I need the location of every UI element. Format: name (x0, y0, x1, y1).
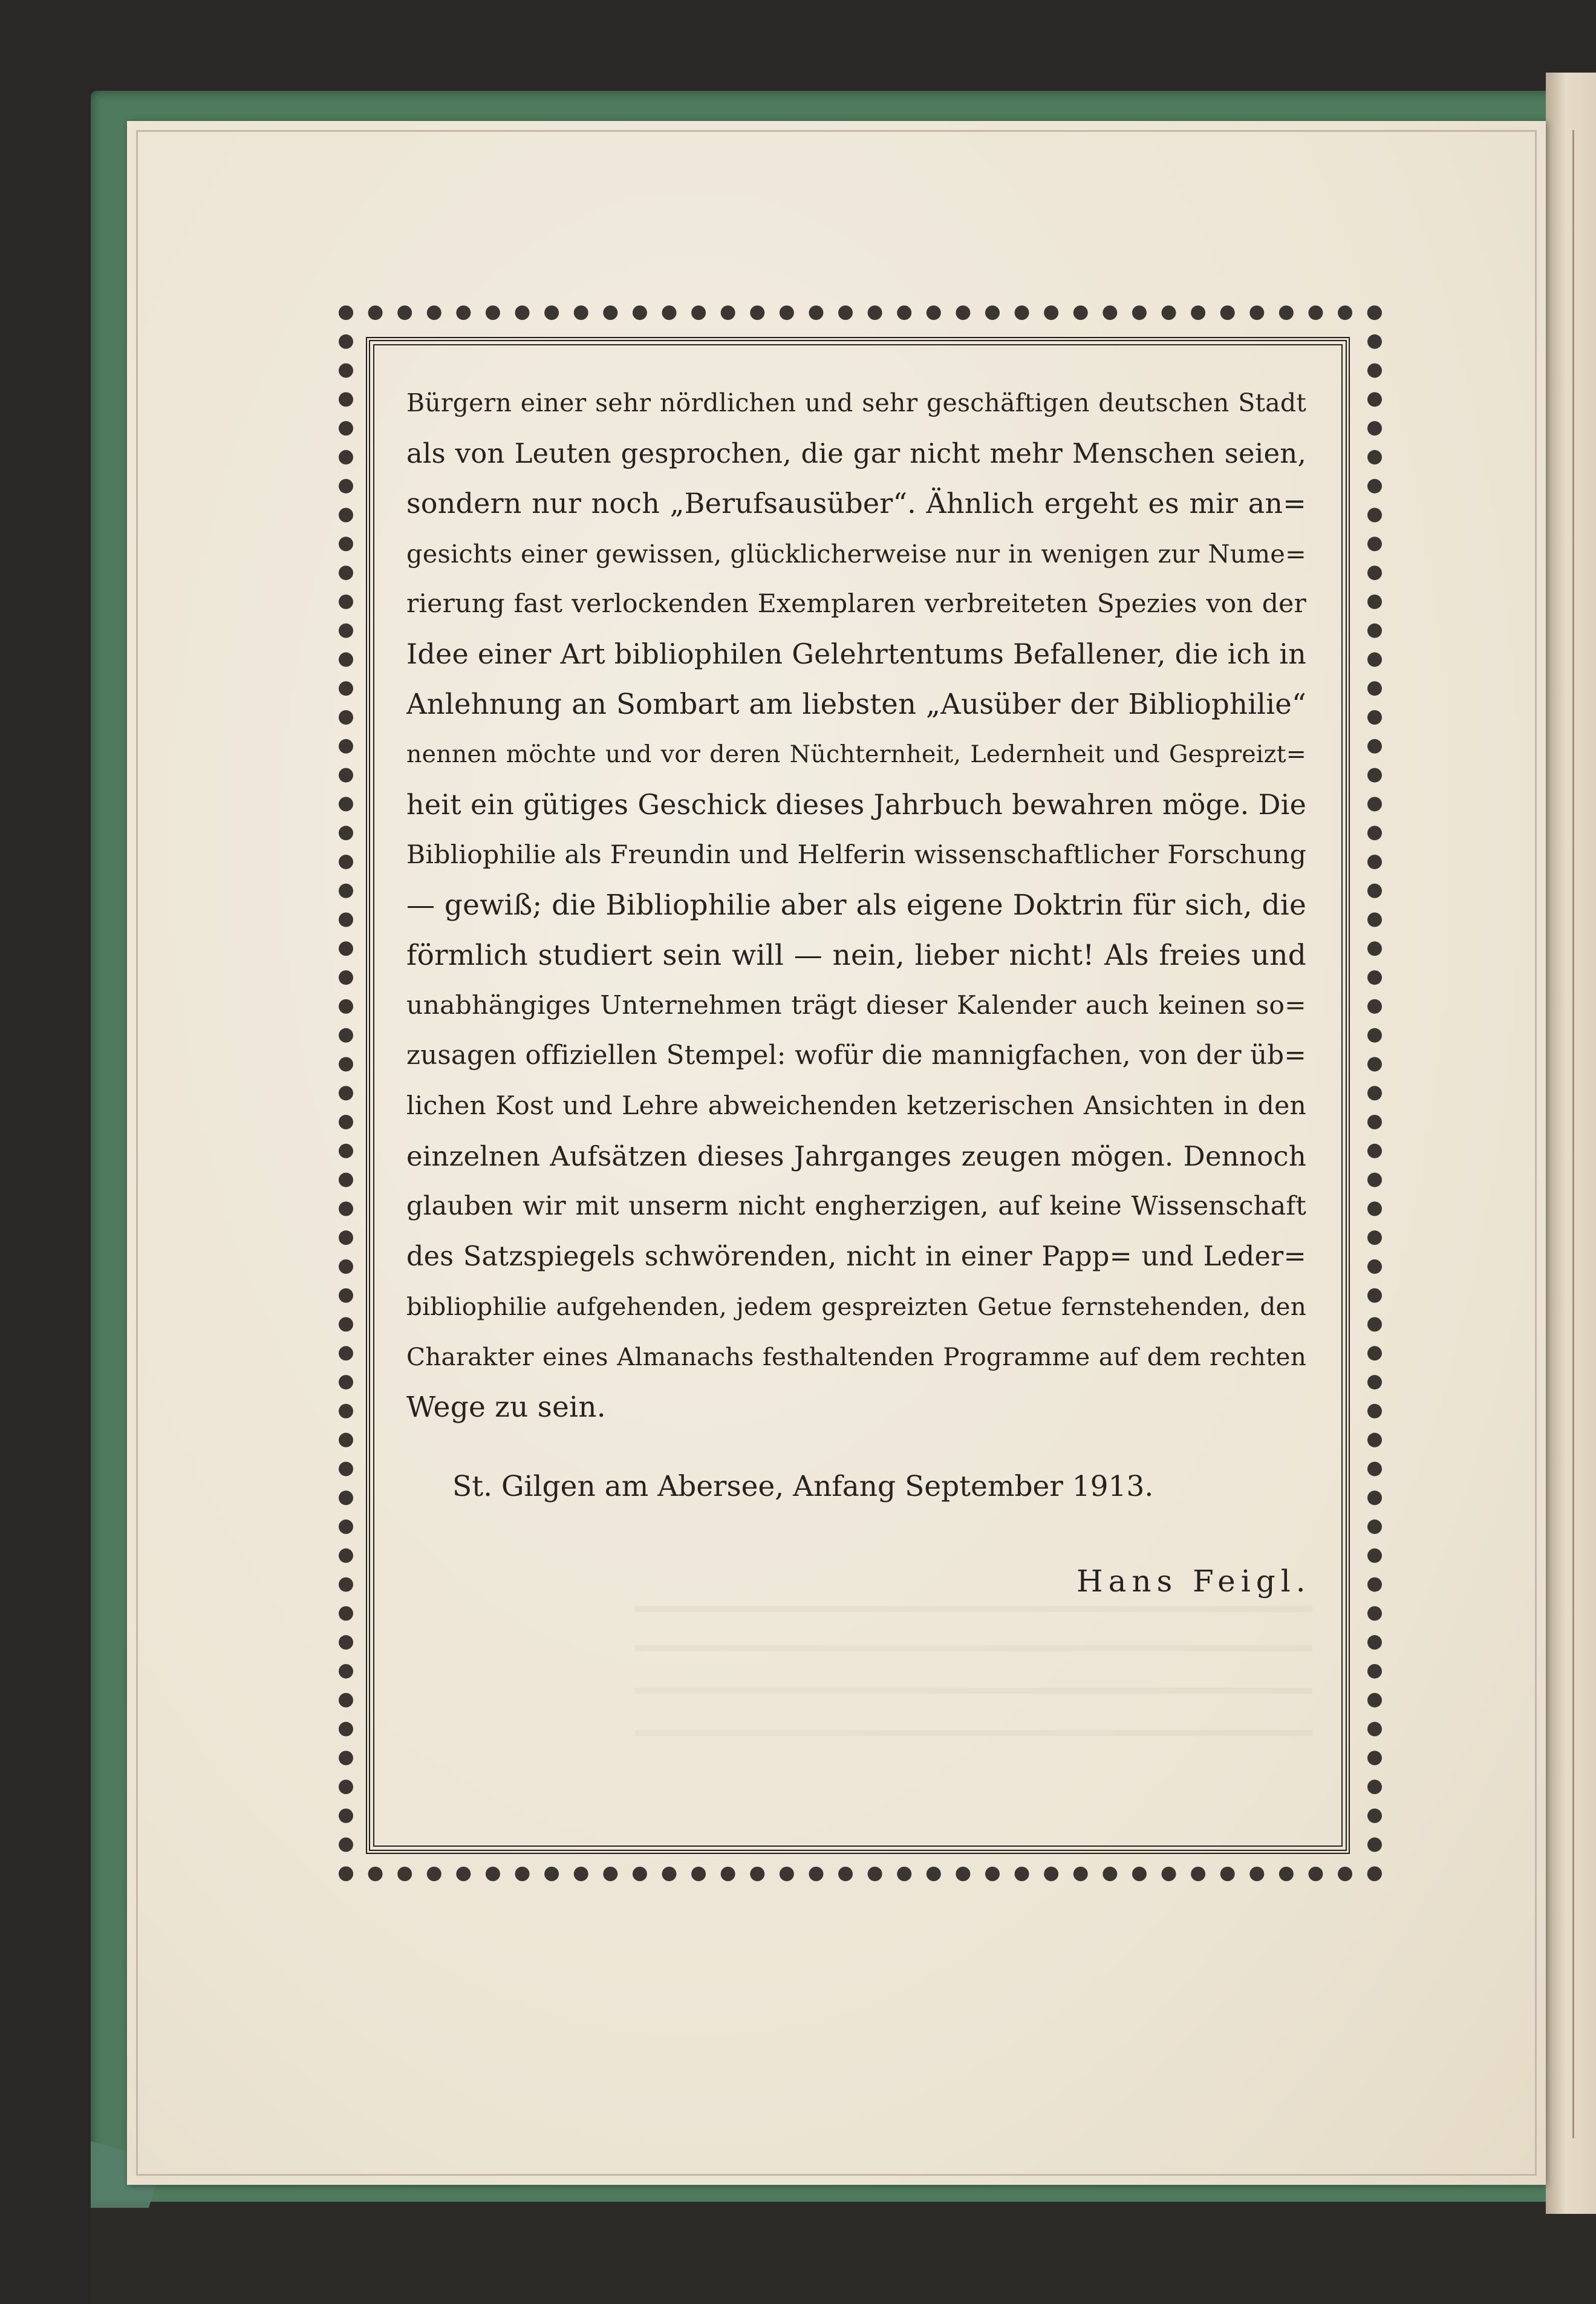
body-line: gesichts einer gewissen, glücklicherweise nur in wenigen zur Nume= (406, 539, 1306, 569)
body-line: rierung fast verlockenden Exemplaren verbreiteten Spezies von der (406, 589, 1306, 619)
body-line: Wege zu sein. (406, 1391, 606, 1424)
body-line: als von Leuten gesprochen, die gar nicht mehr Menschen seien, (406, 437, 1306, 469)
place-and-date: St. Gilgen am Abersee, Anfang September 1913. (452, 1470, 1154, 1503)
body-line: förmlich studiert sein will — nein, lieber nicht! Als freies und (406, 939, 1306, 972)
scan-background-bottom (91, 2202, 1596, 2304)
body-text (406, 378, 1306, 1432)
body-line: Idee einer Art bibliophilen Gelehrtentums Befallener, die ich in (406, 638, 1306, 670)
body-line: zusagen offiziellen Stempel: wofür die mannigfachen, von der üb= (406, 1040, 1306, 1071)
body-line: einzelnen Aufsätzen dieses Jahrganges zeugen mögen. Dennoch (406, 1140, 1306, 1172)
body-line: sondern nur noch „Berufsausüber“. Ähnlich ergeht es mir an= (406, 487, 1306, 520)
body-line: nennen möchte und vor deren Nüchternheit, Ledernheit und Gespreizt= (406, 740, 1306, 768)
body-line: — gewiß; die Bibliophilie aber als eigene Doktrin für sich, die (406, 889, 1306, 922)
body-line: Bibliophilie als Freundin und Helferin wissenschaftlicher Forschung (406, 840, 1306, 870)
body-line: lichen Kost und Lehre abweichenden ketzerischen Ansichten in den (406, 1091, 1306, 1121)
facing-page-edge (1546, 73, 1596, 2214)
body-line: des Satzspiegels schwörenden, nicht in einer Papp= und Leder= (406, 1241, 1306, 1272)
facing-page-fold-line (1572, 130, 1574, 2138)
body-line: glauben wir mit unserm nicht engherzigen, auf keine Wissenschaft (406, 1191, 1306, 1221)
body-line: heit ein gütiges Geschick dieses Jahrbuch bewahren möge. Die (406, 788, 1306, 821)
body-line: bibliophilie aufgehenden, jedem gespreizten Getue fernstehenden, den (406, 1292, 1306, 1321)
body-line: Charakter eines Almanachs festhaltenden Programme auf dem rechten (406, 1342, 1306, 1371)
body-line: Anlehnung an Sombart am liebsten „Ausüber der Bibliophilie“ (406, 688, 1306, 720)
body-line: Bürgern einer sehr nördlichen und sehr geschäftigen deutschen Stadt (406, 388, 1306, 417)
author-signature: Hans Feigl. (1076, 1564, 1311, 1599)
body-line: unabhängiges Unternehmen trägt dieser Kalender auch keinen so= (406, 991, 1306, 1020)
